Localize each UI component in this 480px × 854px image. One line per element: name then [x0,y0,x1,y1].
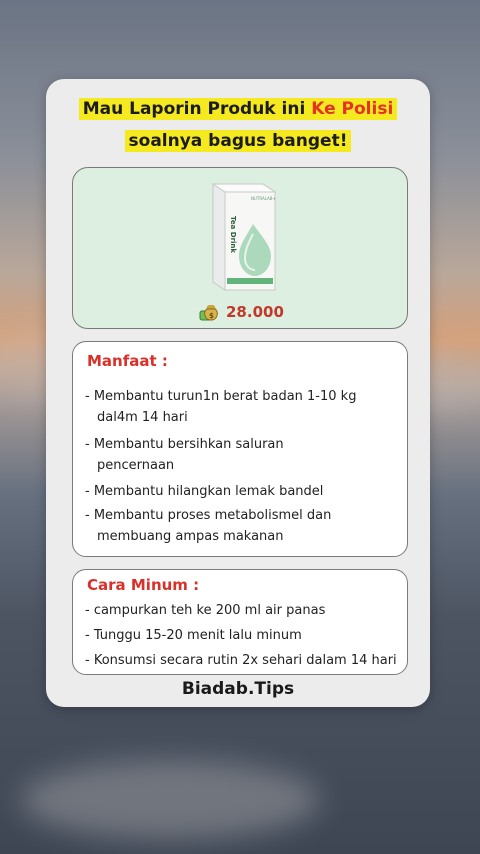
svg-text:$: $ [209,312,214,320]
background-cloud [20,760,320,840]
product-package-image [201,180,281,294]
benefit-text: - Membantu turun1n berat badan 1-10 kg [85,389,357,404]
usage-section [72,569,408,675]
price-tag [199,301,284,323]
footer-brand: Biadab.Tips [181,679,295,699]
usage-item: - Konsumsi secara rutin 2x sehari dalam 14 hari [85,653,397,668]
benefit-text: - Membantu hilangkan lemak bandel [85,484,324,499]
benefit-text: - Membantu bersihkan saluran [85,437,284,452]
benefit-item [85,386,356,428]
headline-line-2 [46,131,430,151]
benefit-item [85,481,323,502]
benefits-section [72,341,408,557]
product-box [72,167,408,329]
headline-line-1 [46,99,430,119]
price-value: 28.000 [226,303,284,321]
benefit-item [85,434,284,476]
benefits-title: Manfaat : [87,352,168,370]
promo-card [46,79,430,707]
usage-title: Cara Minum : [87,576,200,594]
money-bag-icon [199,302,221,322]
benefit-text-cont: pencernaan [97,458,175,473]
pack-brand-text: NUTRALAB+ [251,196,276,201]
benefit-text-cont: dal4m 14 hari [97,410,188,425]
benefit-text-cont: membuang ampas makanan [97,529,284,544]
usage-item: - Tunggu 15-20 menit lalu minum [85,628,302,643]
benefit-item [85,505,331,547]
headline-highlight: Ke Polisi [311,99,394,119]
headline-text-2: soalnya bagus banget! [125,130,352,152]
headline-text: Mau Laporin Produk ini [82,99,312,119]
pack-name-text: Tea Drink [229,216,237,254]
benefit-text: - Membantu proses metabolismel dan [85,508,332,523]
usage-item: - campurkan teh ke 200 ml air panas [85,603,326,618]
